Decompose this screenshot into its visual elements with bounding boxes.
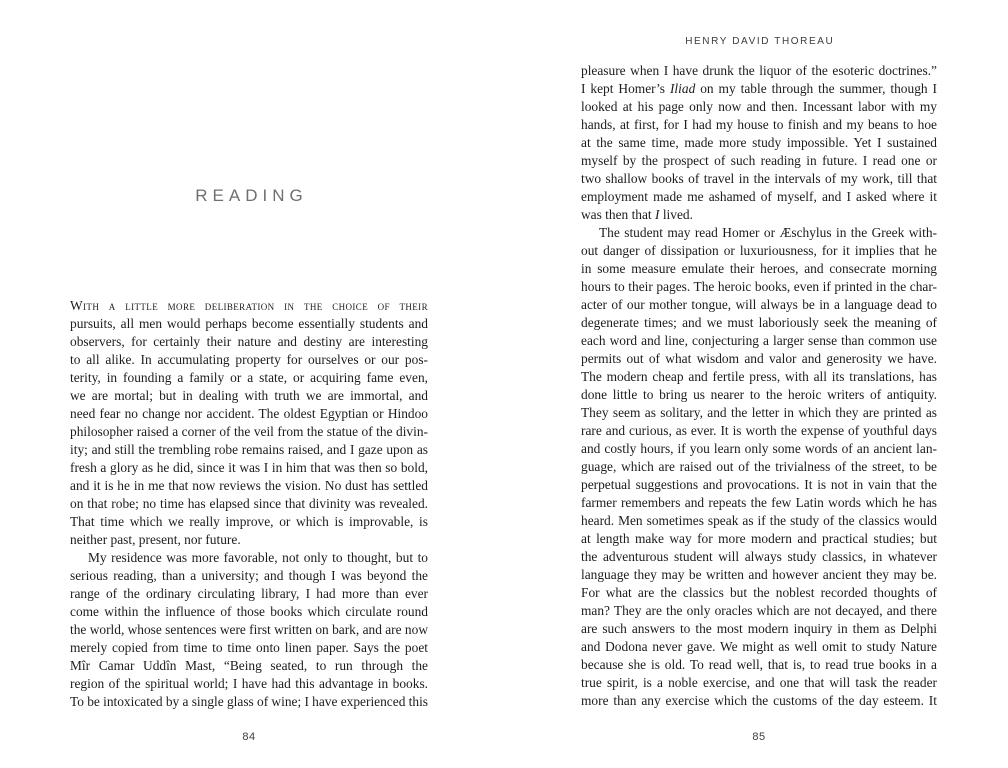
text-line: I kept Homer’s Iliad on my table through the summer, though I xyxy=(581,81,937,96)
text-line: hours to their pages. The heroic books, even if printed in the char- xyxy=(581,279,937,294)
text-line: out danger of dissipation or luxuriousness, for it implies that he xyxy=(581,243,937,258)
text-line: degenerate times; and we must laboriously seek the meaning of xyxy=(581,315,937,330)
text-line: are such answers to the most modern inquiry in them as Delphi xyxy=(581,621,937,636)
right-page-text xyxy=(581,62,937,710)
text-line: at length make way for more modern and practical studies; but xyxy=(581,531,937,546)
text-line: at the same time, made more study impossible. Yet I sustained xyxy=(581,135,937,150)
right-page-number: 85 xyxy=(752,731,766,743)
text-line: farmer remembers and repeats the few Latin words which he has xyxy=(581,495,937,510)
text-line: permits out of what wisdom and valor and generosity we have. xyxy=(581,351,937,366)
text-line: myself by the prospect of such reading in future. I read one or xyxy=(581,153,937,168)
text-line: and it is he in me that now reviews the vision. No dust has settled xyxy=(70,478,428,493)
text-line: The modern cheap and fertile press, with all its translations, has xyxy=(581,369,937,384)
text-line: To be intoxicated by a single glass of wine; I have experienced this xyxy=(70,694,428,709)
left-page-number: 84 xyxy=(242,731,256,743)
text-line: pleasure when I have drunk the liquor of the esoteric doctrines.” xyxy=(581,63,937,78)
text-line: They seem as solitary, and the letter in which they are printed as xyxy=(581,405,937,420)
text-line: heard. Men sometimes speak as if the study of the classics would xyxy=(581,513,937,528)
text-line: on that robe; no time has elapsed since that divinity was revealed. xyxy=(70,496,428,511)
text-line: and Dodona never gave. We might as well omit to study Nature xyxy=(581,639,937,654)
text-line: rare and curious, as ever. It is worth the expense of youthful days xyxy=(581,423,937,438)
text-line: fresh a glory as he did, since it was I in him that was then so bold, xyxy=(70,460,428,475)
text-line: the adventurous student will always study classics, in whatever xyxy=(581,549,937,564)
text-line: Mîr Camar Uddîn Mast, “Being seated, to run through the xyxy=(70,658,428,673)
text-line: hands, at first, for I had my house to finish and my beans to hoe xyxy=(581,117,937,132)
text-line: the world, whose sentences were first written on bark, and are now xyxy=(70,622,428,637)
text-line: region of the spiritual world; I have had this advantage in books. xyxy=(70,676,428,691)
text-line: in some measure emulate their heroes, and consecrate morning xyxy=(581,261,937,276)
text-line: observers, for certainly their nature and destiny are interesting xyxy=(70,334,428,349)
text-line: acter of our mother tongue, will always be in a language dead to xyxy=(581,297,937,312)
text-line: neither past, present, nor future. xyxy=(70,532,241,547)
running-header: HENRY DAVID THOREAU xyxy=(685,36,835,47)
text-line: come within the influence of those books which circulate round xyxy=(70,604,428,619)
text-line: pursuits, all men would perhaps become essentially students and xyxy=(70,316,428,331)
text-line: For what are the classics but the noblest recorded thoughts of xyxy=(581,585,937,600)
text-line: The student may read Homer or Æschylus in the Greek with- xyxy=(599,225,937,240)
text-line: because she is old. To read well, that is, to read true books in a xyxy=(581,657,937,672)
text-line: was then that I lived. xyxy=(581,207,693,222)
left-page-text xyxy=(70,297,428,711)
text-line: guage, which are raised out of the trivialness of the street, to be xyxy=(581,459,937,474)
text-line: serious reading, than a university; and though I was beyond the xyxy=(70,568,428,583)
text-line: That time which we really improve, or which is improvable, is xyxy=(70,514,428,529)
text-line: each word and line, conjecturing a larger sense than common use xyxy=(581,333,937,348)
text-line: man? They are the only oracles which are not decayed, and there xyxy=(581,603,937,618)
text-line: ity; and still the trembling robe remains raised, and I gaze upon as xyxy=(70,442,428,457)
text-line: employment made me ashamed of myself, and I asked where it xyxy=(581,189,937,204)
text-line: My residence was more favorable, not only to thought, but to xyxy=(88,550,428,565)
text-line: With a little more deliberation in the choice of their xyxy=(70,298,428,313)
text-line: need fear no change nor accident. The oldest Egyptian or Hindoo xyxy=(70,406,428,421)
text-line: true spirit, is a noble exercise, and one that will task the reader xyxy=(581,675,937,690)
text-line: philosopher raised a corner of the veil from the statue of the divin- xyxy=(70,424,428,439)
text-line: looked at his page only now and then. Incessant labor with my xyxy=(581,99,937,114)
text-line: perpetual suggestions and provocations. It is not in vain that the xyxy=(581,477,937,492)
chapter-title: READING xyxy=(195,186,308,205)
left-page xyxy=(70,0,428,768)
text-line: terity, in founding a family or a state, or acquiring fame even, xyxy=(70,370,428,385)
right-page xyxy=(581,0,937,768)
text-line: to all alike. In accumulating property for ourselves or our pos- xyxy=(70,352,428,367)
text-line: and costly hours, if you learn only some words of an ancient lan- xyxy=(581,441,937,456)
text-line: language they may be written and however ancient they may be. xyxy=(581,567,937,582)
text-line: two shallow books of travel in the intervals of my work, till that xyxy=(581,171,937,186)
text-line: done little to bring us nearer to the heroic writers of antiquity. xyxy=(581,387,937,402)
text-line: merely copied from time to time onto linen paper. Says the poet xyxy=(70,640,428,655)
text-line: more than any exercise which the customs of the day esteem. It xyxy=(581,693,937,708)
text-line: we are mortal; but in dealing with truth we are immortal, and xyxy=(70,388,428,403)
text-line: range of the ordinary circulating library, I had more than ever xyxy=(70,586,428,601)
